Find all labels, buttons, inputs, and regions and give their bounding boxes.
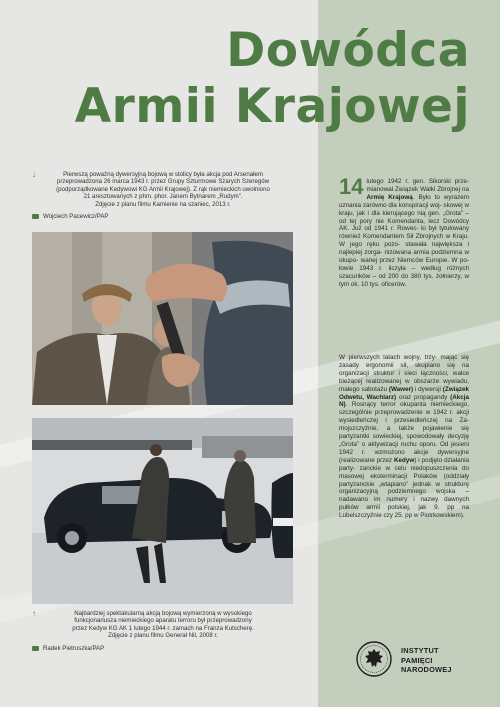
arrow-down-icon: ↓ (32, 170, 36, 179)
caption-line: (podporządkowane Kedywowi KG Armii Krajowej). Z rąk niemieckich uwolniono (56, 185, 270, 193)
photo-film-still-2 (32, 418, 293, 604)
caption-bottom (32, 610, 294, 640)
caption-line: przez Kedyw KG AK 1 lutego 1944 r. zamach na Franza Kutscherę. (72, 624, 254, 632)
caption-line: Zdjęcie z planu filmu Generał Nil, 2008 r. (108, 632, 218, 640)
drop-number: 14 (339, 174, 364, 199)
body-text: oraz propagandy (396, 393, 451, 401)
page-title-line2: Armii Krajowej (74, 79, 470, 134)
camera-icon (32, 646, 39, 651)
camera-icon (32, 214, 39, 219)
photo-credit-bottom (32, 645, 104, 652)
body-text: lutego 1942 r. gen. Sikorski prze- mianował Związek Walki Zbrojnej na (366, 178, 469, 193)
photo-1-illustration (32, 232, 293, 405)
highlighted-term: (Wawer) (388, 385, 414, 393)
body-paragraph-2 (339, 354, 469, 520)
credit-text: Radek Pietruszka/PAP (43, 645, 105, 652)
credit-text: Wojciech Pacewicz/PAP (43, 213, 109, 220)
arrow-up-icon: ↑ (32, 609, 36, 618)
photo-2-illustration (32, 418, 293, 604)
caption-line: Pierwszą poważną dywersyjną bojową w stolicy była akcja pod Arsenałem (63, 171, 263, 178)
institution-name-line: NARODOWEJ (401, 665, 452, 674)
highlighted-term: Kedyw (393, 456, 415, 464)
caption-line: funkcjonariusza niemieckiego aparatu terroru był przeprowadzony (74, 617, 252, 625)
caption-line: 21 aresztowanych z phm. phor. Janem Bytnarem „Rudym”. (83, 193, 243, 201)
institution-name-line: INSTYTUT (401, 646, 439, 655)
highlighted-term: Armię Krajową (366, 193, 413, 201)
highlighted-term: (Związek Odwetu, Wachlarz) (339, 385, 469, 401)
highlighted-term: (Akcja N) (339, 393, 469, 409)
body-paragraph-1 (339, 174, 469, 289)
body-text: W pierwszych latach wojny, trzy- mając się zasady ergonomii sił, skupiano się na organizacji struktur i sieci łączności, walce bieżącej realizowanej w obszarze wywiadu, małego sabotażu (339, 354, 469, 393)
caption-line: Najbardziej spektakularną akcją bojową wymierzoną w wysokiego (74, 610, 252, 617)
body-text: . Było to wyrazem uznania zarówno dla konspiracji woj- skowej w kraju, jak i dla kierującego nią gen. „Grota” – od tej pory nie Komendanta, lecz Dowódcy AK. Już od 1941 r. Rowec- ki był tytułowany również Komendantem Sił Zbrojnych w Kraju. W jego ręku pozo- stawała największa i najlepiej zorga- nizowana armia podziemna w okupo- wanej przez Niemców Europie. W po- łowie 1943 r. liczyła – według różnych szacunków – od 200 do 380 tys. żołnierzy, w tym ok. 10 tys. oficerów. (339, 193, 469, 288)
caption-line: przeprowadzona 26 marca 1943 r. przez Grupy Szturmowe Szarych Szeregów (56, 178, 270, 186)
photo-credit-top (32, 213, 108, 220)
body-text: . Rosnący terror okupanta niemieckiego, szczególnie przeprowadzenie w 1942 r. akcji wysiedleńczej i przesiedleńczej na Za- mojszczyźnie, a także pojawienie się partyzantki sowieckiej, spowodowały decyzję „Grota” o aktywizacji ruchu oporu. Od jesieni 1942 r. wzmożono akcje dywersyjne (realizowane przez (339, 401, 469, 464)
eagle-emblem-icon (355, 640, 393, 678)
institution-name (401, 646, 452, 675)
caption-top (32, 171, 294, 208)
caption-line: Zdjęcie z planu filmu Kamienie na szaniec, 2013 r. (95, 200, 231, 208)
body-text: i dywersji (413, 385, 443, 393)
body-text: ) i podjęto działania party- zanckie w celu niedopuszczenia do masowej eksterminacji Polaków (oddziały partyzanckie „wtapiano” jednak w strukturę organizacyjną podziemnego wojska – nadawano im numery i nazwy dawnych pułków armii polskiej, jak 9. pp na Lubelszczyźnie czy 25. pp w Piotrkowskiem). (339, 456, 469, 520)
photo-film-still-1 (32, 232, 293, 405)
page-title-line1: Dowódca (226, 23, 470, 78)
institution-name-line: PAMIĘCI (401, 655, 433, 665)
